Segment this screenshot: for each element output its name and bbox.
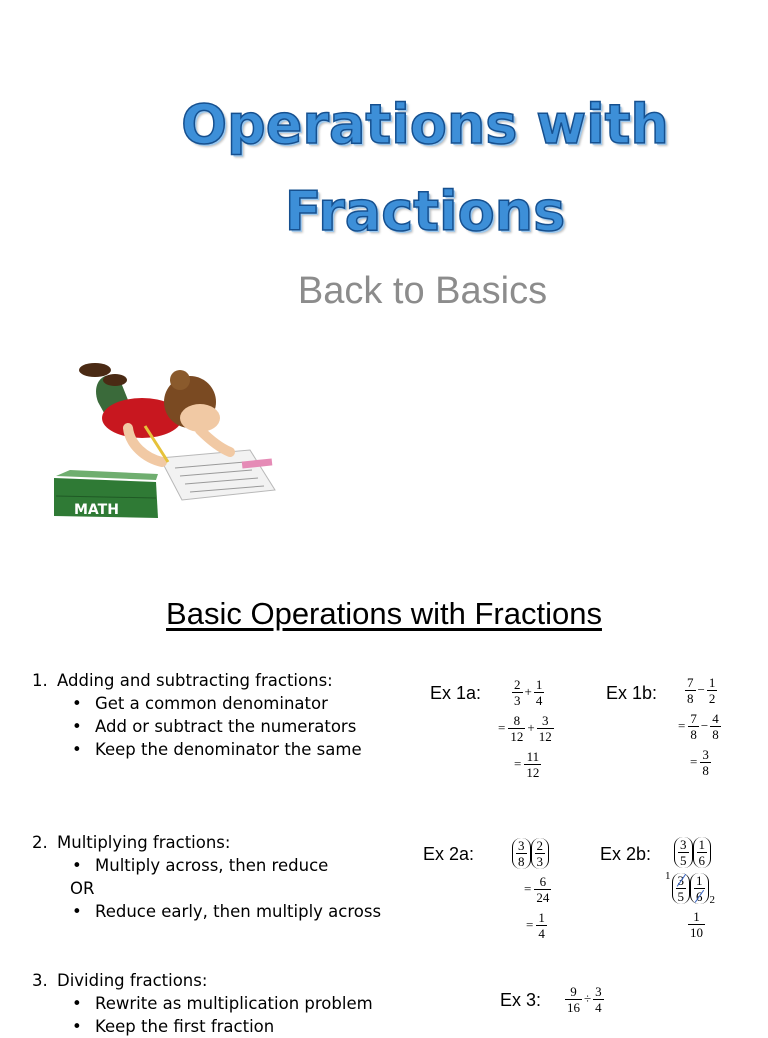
fraction: $\frac{11}{12}$	[526, 748, 540, 780]
cancel-note-superscript: 1	[665, 870, 671, 882]
fraction: $\frac{2}{3}$	[514, 676, 521, 708]
slide-subtitle: Back to Basics	[297, 270, 548, 312]
bullet-list	[32, 992, 373, 1038]
section-dividing	[32, 969, 373, 1038]
fraction: $\frac{2}{3}$	[536, 837, 543, 869]
student-hair-curl	[170, 370, 190, 390]
example-3-label: Ex 3:	[500, 990, 542, 1010]
content-slide-title: Basic Operations with Fractions	[166, 596, 602, 631]
fraction: $\frac{7}{8}$	[690, 710, 697, 742]
bullet-item: • Add or subtract the numerators	[32, 715, 362, 738]
bullet-item: • Keep the denominator the same	[32, 738, 362, 761]
parenthesized-fraction	[690, 873, 709, 904]
math-line	[678, 708, 722, 744]
equals: =	[514, 756, 522, 771]
example-1a-label: Ex 1a:	[430, 683, 482, 703]
math-line	[678, 744, 722, 780]
math-line	[498, 746, 555, 782]
section-heading	[32, 969, 373, 992]
section-title: Multiplying fractions:	[57, 833, 231, 852]
parenthesized-fraction	[672, 873, 691, 904]
math-line	[665, 834, 715, 870]
bullet-item: • Rewrite as multiplication problem	[32, 992, 373, 1015]
math-line	[510, 835, 552, 871]
bullet-item: • Get a common denominator	[32, 692, 362, 715]
parenthesized-fraction	[512, 838, 531, 869]
fraction: $\frac{3}{8}$	[702, 746, 709, 778]
student-arm-right	[200, 430, 230, 452]
fraction: $\frac{4}{8}$	[712, 710, 719, 742]
student-face	[180, 404, 220, 432]
section-adding-subtracting	[32, 669, 362, 761]
section-number: 1.	[32, 671, 48, 690]
bullet-item: • Multiply across, then reduce	[32, 854, 381, 877]
worksheet	[160, 450, 275, 500]
fraction: $\frac{3}{5}$	[680, 836, 687, 868]
section-heading	[32, 669, 362, 692]
book-top	[56, 470, 158, 480]
book-label: MATH	[74, 502, 119, 518]
cancel-note-subscript: 2	[709, 894, 715, 906]
operator: ÷	[584, 991, 592, 1006]
or-label: OR	[70, 879, 95, 898]
bullet-list	[32, 854, 381, 877]
section-heading	[32, 831, 381, 854]
fraction: $\frac{1}{6}$	[698, 836, 705, 868]
equals: =	[526, 917, 534, 932]
fraction: $\frac{3}{12}$	[538, 712, 552, 744]
example-3-work	[564, 981, 605, 1017]
operator: −	[697, 682, 705, 697]
fraction: $\frac{8}{12}$	[510, 712, 524, 744]
slide-title-line1: Operations with	[181, 93, 669, 156]
math-line	[498, 674, 555, 710]
math-line	[665, 870, 715, 906]
math-line	[665, 906, 715, 942]
operator: −	[700, 718, 709, 733]
bullet-item: • Keep the first fraction	[32, 1015, 373, 1038]
fraction: $\frac{7}{8}$	[687, 674, 694, 706]
math-line	[510, 871, 552, 907]
example-2b-work	[665, 834, 715, 942]
fraction: $\frac{1}{10}$	[690, 908, 703, 940]
math-line	[678, 672, 722, 708]
fraction: $\frac{1}{4}$	[538, 909, 545, 941]
operator: +	[527, 720, 535, 735]
section-multiplying	[32, 831, 381, 923]
fraction: $\frac{1}{2}$	[708, 674, 716, 706]
math-line	[498, 710, 555, 746]
bullet-list	[32, 692, 362, 761]
parenthesized-fraction	[531, 838, 550, 869]
content-slide	[0, 576, 768, 1036]
parenthesized-fraction	[674, 837, 693, 868]
section-number: 3.	[32, 971, 48, 990]
example-2a-label: Ex 2a:	[423, 844, 475, 864]
fraction: $\frac{6}{24}$	[536, 873, 550, 905]
math-line	[510, 907, 552, 943]
equals: =	[678, 718, 686, 733]
fraction: $\frac{3}{5}$	[677, 872, 684, 904]
parenthesized-fraction	[693, 837, 712, 868]
section-number: 2.	[32, 833, 48, 852]
student-studying-clipart	[50, 340, 290, 525]
fraction: $\frac{9}{16}$	[567, 983, 580, 1015]
section-title: Adding and subtracting fractions:	[57, 671, 333, 690]
bullet-item: • Reduce early, then multiply across	[32, 900, 381, 923]
equals: =	[690, 754, 698, 769]
example-2b-label: Ex 2b:	[600, 844, 652, 864]
fraction: $\frac{1}{6}$	[696, 872, 703, 904]
equals: =	[498, 720, 506, 735]
fraction: $\frac{3}{4}$	[595, 983, 602, 1015]
shoe-right	[103, 374, 127, 386]
example-1b-label: Ex 1b:	[606, 683, 658, 703]
bullet-list	[32, 900, 381, 923]
shoe-left	[79, 363, 111, 377]
example-1a-work	[498, 674, 555, 782]
example-2a-work	[510, 835, 552, 943]
math-line	[564, 981, 605, 1017]
fraction: $\frac{3}{8}$	[518, 837, 525, 869]
operator: +	[524, 684, 532, 699]
fraction: $\frac{1}{4}$	[535, 676, 543, 708]
section-title: Dividing fractions:	[57, 971, 208, 990]
example-1b-work	[678, 672, 722, 780]
slide-title-line2: Fractions	[284, 180, 566, 243]
equals: =	[524, 881, 532, 896]
